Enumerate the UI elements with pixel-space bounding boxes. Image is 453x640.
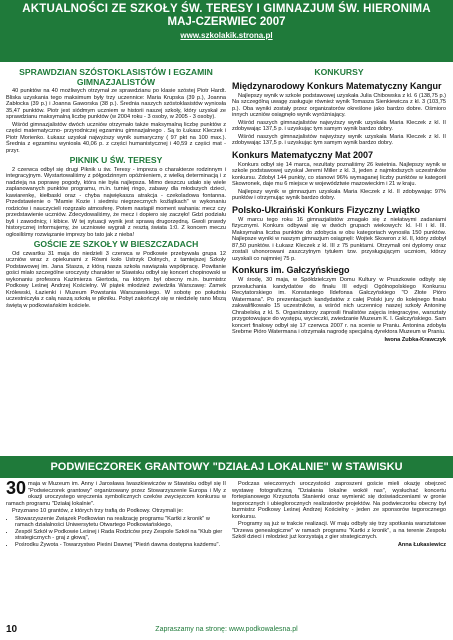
subheading-kangur: Międzynarodowy Konkurs Matematyczny Kangur [232, 80, 442, 91]
header-banner [0, 0, 453, 62]
paragraph: W środę, 30 maja, w Spółdzielczym Domu Kultury w Pruszkowie odbyły się przesłuchania kandydatów do finału III edycji Ogólnopolskiego Konkursu Recytatorskiego im. Konstantego Ildefonsa Gałczyńskiego "O Złote Pióro Watermana". Po prezentacjach kandydatów z całej Polski jury do kolejnego finału zakwalifikowało 15 uczestników, a wśród nich uczennicę naszej szkoły Antoninę Chrabelską z kl. 5. Organizatorzy zaprosili finalistów zajęcia integracyjne, warsztaty przygotowujące do występu, wycieczki, zwiedzanie Muzeum K. I. Gałczyńskiego. Sam koncert finałowy odbył się 17 czerwca 2007 r. na scenie w Praniu. Antonina zdobyła Srebrne Pióro Watermana i otrzymała nagrodę specjalną dyrektora Muzeum w Praniu. [232, 277, 446, 335]
left-column [6, 66, 226, 310]
page-number: 10 [6, 624, 18, 635]
section-title-picnic: PIKNIK U ŚW. TERESY [69, 155, 163, 165]
paragraph: maja w Muzeum im. Anny i Jarosława Iwaszkiewiczów w Stawisku odbył się II "Podwieczorek grantowy" organizowany przez Stowarzyszenie Europa i My z okazji uroczystego wręczenia symbolicznych czeków zwycięzcom konkursu w ramach programu "Działaj lokalnie". [6, 481, 226, 507]
section-title-contests: KONKURSY [314, 67, 364, 77]
paragraph: Najlepszy wynik w szkole podstawowej uzyskała Julia Chibowska z kl. 6 (138,75 p.) Na szczególną uwagę zasługuje również wynik Tomasza Sienkiewicza z kl. 3 (103,75 p.). Oba wyniki zostały przez organizatorów określone jako bardzo dobre. Ośmioro innych uczniów osiągnęło wynik wyróżniający. [232, 92, 446, 118]
section-title-exams: SPRAWDZIAN SZÓSTOKLASISTÓW I EGZAMIN GIMNAZJALISTÓW [19, 67, 213, 87]
header-date: MAJ-CZERWIEC 2007 [167, 16, 286, 28]
paragraph: Od czwartku 31 maja do niedzieli 3 czerwca w Podkowie przebywała grupa 12 uczniów wraz z opiekunami z Równi koło Ustrzyk Dolnych, z tamtejszej Szkoły Podstawowej im. Jana Stasza, z którą nasza szkoła nawiązała współpracę. Powitanie gości miało szczególne uroczysty charakter w Stawisku odbył się koncert chopinowski w wykonaniu profesora Kazimierza Giertoda, na którym był obecny m.in. burmistrz Podkowy Leśnej Andrzej Kościelny. W piątek młodzież zwiedziła Warszawę: Zamek Królewski, Łazienki i Muzeum Powstania Warszawskiego. W sobotę po południu uczestniczyła z całą naszą szkołą w pikniku. Pobyt zakończył się w niedzielę rano Mszą świętą w podkowiańskim kościele. [6, 250, 226, 309]
paragraph: Przyznano 10 grantów, z których trzy trafią do Podkowy. Otrzymali je: [12, 508, 184, 514]
list-item: • Pośrodku Żywota - Towarzystwo Pieśni Dawnej "Pieśń dawna dostępna każdemu". [15, 542, 226, 549]
bottom-right-column [232, 481, 446, 549]
header-url-link[interactable]: www.szkolakik.strona.pl [180, 31, 273, 40]
subheading-lwiatko: Polsko-Ukraiński Konkurs Fizyczny Lwiątko [232, 204, 421, 215]
paragraph: W marcu tego roku 16 gimnazjalistów zmagało się z niełatwymi zadaniami fizycznymi. Konkurs odbywał się w dwóch grupach wiekowych: kl. I-II i kl. III. Maksymalna liczba punktów do zdobycia w obu kategoriach wynosiła 150 punktów. Najlepsze wyniki w naszym gimnazjum osiągnęli: Wojtek Skowron z kl. II, który zdobył 87,50 punktów. i Łukasz Kleczek z kl. III z 75 punktami. Otrzymali oni dyplomy oraz zostali uhonorowani zaszczytnym tytułem tzw. przysługującym uczniom, którzy uzyskali co najmniej 75 p. [232, 216, 446, 262]
right-column [232, 66, 446, 344]
bottom-left-column [6, 478, 226, 548]
subheading-galczynski: Konkurs im. Gałczyńskiego [232, 265, 350, 275]
list-item: • Stowarzyszenie Związek Podkowian na realizację programu "Kartki z kronik" w ramach działalności Uniwersytetu Otwartego Podkowiańskiego, [15, 516, 226, 529]
footer-url-link[interactable]: Zapraszamy na stronę: www.podkowalesna.pl [155, 626, 298, 633]
paragraph: Wśród gimnazjalistów dwóch uczniów otrzymało także maksymalną liczbę punktów z części matematyczno- przyrodniczej egzaminu gimnazjalnego . Są to Łukasz Kleczek i Piotr Morienko. Łukasz uzyskał najwyższy wynik sumaryczny ( 97 pkt na 100 max.). Średnia z egzaminu wyniosła 40,06 p. z części humanistycznej i 40,59 z części mat - przyr. [6, 121, 226, 154]
list-item: • Zespół Szkół w Podkowie Leśnej i Rada Rodziców przy Zespole Szkół na "Klub gier strategicznych - graj z głową", [15, 529, 226, 542]
paragraph: Programy są już w trakcie realizacji. W maju odbyły się trzy spotkania warsztatowe "Drzewa genealogiczne" w ramach programu "Kartki z kronik", a na terenie Zespołu Szkół dzieci i młodzież już korzystają z gier strategicznych. [232, 521, 446, 540]
paragraph: 40 punktów na 40 możliwych otrzymał ze sprawdzianu po klasie szóstej Piotr Hardt. Bliska uzyskania tego maksimum były trzy uczennice: Maria Krupska (39 p.), Joanna Zabłocka (39 p.) i Joanna Gaworska (38 p.). Średnia naszych szóstoklasistów wyniosła 35,47 punktów. Piotr jest siódmym uczniem w historii naszej szkoły, który uzyskał ze sprawdzianu maksymalną liczbę punktów (w 2004 roku - 3 osoby, w 2005 - 3 osoby). [6, 88, 226, 120]
drop-cap-number: 30 [6, 478, 27, 498]
subheading-mat: Konkurs Matematyczny Mat 2007 [232, 149, 374, 160]
author-signature: Iwona Zubka-Krawczyk [384, 336, 446, 343]
page-footer [0, 624, 453, 638]
paragraph: Podczas wieczornych uroczystości zaproszeni goście mieli okazję obejrzeć wystawę fotograficzną "Działania lokalne wokół nas", wysłuchać koncertu fortepianowego Krzysztofa Stanienki oraz wymienić się doświadczeniami w gronie tegorocznych i ubiegłorocznych realizatorów projektów. Na podwieczorku obecny był burmistrz Podkowy Leśnej Andrzej Kościelny - jeden ze sponsorów tegorocznego konkursu. [232, 481, 446, 520]
paragraph: Wśród naszych gimnazjalistów najwyższy wynik uzyskała Maria Kleczek z kl. II zdobywając 137,5 p. i uzyskując tym samym wynik bardzo dobry. [232, 133, 446, 146]
paragraph: Konkurs odbył się 14 marca, rezultaty poznaliśmy 26 kwietnia. Najlepszy wynik w szkole podstawowej uzyskał Jeremi Miller z kl. 3, jeden z najmłodszych uczestników konkursu. Zdobył 144 punkty, co stanowi 96% wymaganej liczby punktów w kategorii Skowronek, daje mu 6 miejsce w województwie mazowieckim i 21 w kraju. [232, 161, 446, 187]
paragraph: Najlepszy wynik w gimnazjum uzyskała Maria Kleczek z kl. II zdobywając 97% punktów i otrzymując wynik bardzo dobry. [232, 188, 446, 201]
author-signature: Anna Łukasiewicz [397, 541, 446, 548]
grant-list [6, 516, 226, 549]
section-band-title: PODWIECZOREK GRANTOWY "DZIAŁAJ LOKALNIE" W STAWISKU [0, 456, 453, 478]
paragraph: Wśród naszych gimnazjalistów najwyższy wynik uzyskała Maria Kleczek z kl. II zdobywając 137,5 p. i uzyskując tym samym wynik bardzo dobry. [232, 119, 446, 132]
header-title: AKTUALNOŚCI ZE SZKOŁY ŚW. TERESY I GIMNAZJUM ŚW. HIERONIMA [22, 3, 431, 15]
paragraph: 2 czerwca odbył się drugi Piknik u św. Teresy - impreza o charakterze rodzinnym i integracyjnym. Wystartowaliśmy z półgodzinnym opóźnieniem, z wielką determinacją i z nadzieją na poprawę pogody, która nie była najlepsza. Mimo deszczu udało się wiele zaplanowanych punktów programu, m.in. turniej ringo, zabawy dla młodszych dzieci, kawiarenkę, kiełbaski oraz - chyba najwiękasza atrakcja - czekoladowa fontanna. Przedstawienie o "Mamie Kozie i siedmiu niegrzecznych koźlątkach" w wykonaniu rodziców i nauczycieli rozgrzało atmosferę. Potem nastąpił moment wahania: mecz czy przedstawienie uczniów. Zdecydowaliśmy, że mecz i dopiero się zaczęło! Gdzi podziału byli i zawodnicy, i kibice. W tej sytuacji wynik jest sprawą drugorzędną. Gwoli prawdy historycznej informujemy, że uczniowie wygrali z resztą świata 1:0. Z koncem meczu ogłosiliśmy rozwiązanie imprezy bo tato jak z nieba! [6, 166, 226, 238]
section-title-guests: GOŚCIE ZE SZKOŁY W BIESZCZADACH [33, 239, 199, 249]
